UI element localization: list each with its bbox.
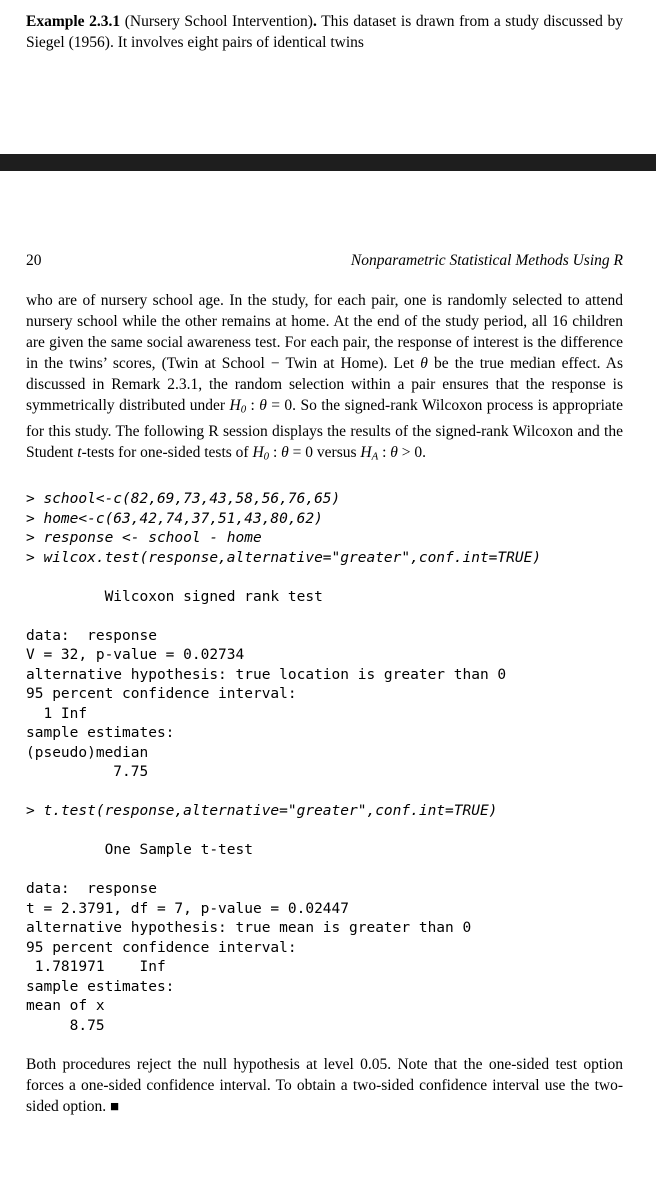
body-paragraph	[26, 290, 623, 467]
code-line: > response <- school - home	[26, 530, 262, 547]
code-line	[26, 861, 656, 881]
code-line: mean of x	[26, 998, 105, 1015]
text-run: t	[77, 443, 82, 461]
text-run: Both procedures reject the null hypothesis at level 0.05. Note that the one-sided test option forces a one-sided confidence interval. To obtain a two-sided confidence interval use the two-sided option.	[26, 1056, 623, 1116]
code-line: alternative hypothesis: true location is greater than 0	[26, 666, 507, 683]
text-run: who are of nursery school age. In the study, for each pair, one is randomly selected to attend nursery school while the other remains at home. At the end of the study period, all 16 children are given the same social awareness test. For each pair, the response of interest is the difference in the twins’ scores, (Twin at School − Twin at Home). Let	[26, 292, 623, 372]
text-run: :	[378, 443, 391, 461]
code-line	[26, 822, 656, 842]
code-line: One Sample t-test	[26, 842, 253, 859]
closing-paragraph	[26, 1054, 623, 1118]
code-line: > wilcox.test(response,alternative="greater",conf.int=TRUE)	[26, 549, 542, 566]
text-run: This dataset is drawn from a study discussed by Siegel (1956). It involves eight pairs of identical twins	[26, 13, 623, 51]
page-number: 20	[26, 252, 42, 269]
code-line: > school<-c(82,69,73,43,58,56,76,65)	[26, 491, 341, 508]
text-run: 0	[240, 403, 247, 416]
text-run: = 0. So the signed-rank Wilcoxon process is appropriate for this study. The following R session displays the results of the signed-rank Wilcoxon and the Student	[26, 397, 623, 461]
code-line: 1 Inf	[26, 705, 88, 722]
code-line: > home<-c(63,42,74,37,51,43,80,62)	[26, 510, 323, 527]
code-line: Wilcoxon signed rank test	[26, 588, 323, 605]
book-page	[0, 11, 656, 1190]
text-run: -tests for one-sided tests of	[81, 443, 253, 461]
text-run: H	[229, 397, 241, 414]
code-line	[26, 607, 656, 627]
code-line: data: response	[26, 881, 157, 898]
text-run: :	[246, 397, 260, 414]
text-run: be the true median effect. As discussed in Remark 2.3.1, the random selection within a pair ensures that the response is symmetrically distributed under	[26, 355, 623, 414]
text-run: θ	[390, 443, 398, 461]
code-line: (pseudo)median	[26, 744, 149, 761]
text-run: H	[252, 443, 264, 461]
code-line: sample estimates:	[26, 725, 175, 742]
text-run: H	[360, 443, 372, 461]
text-run: θ	[281, 443, 289, 461]
code-line: t = 2.3791, df = 7, p-value = 0.02447	[26, 900, 350, 917]
text-run: = 0 versus	[288, 443, 361, 461]
code-line	[26, 783, 656, 803]
text-run: > 0.	[397, 443, 427, 461]
code-line: 8.75	[26, 1017, 105, 1034]
code-line: V = 32, p-value = 0.02734	[26, 647, 245, 664]
text-run: (Nursery School Intervention)	[120, 13, 313, 30]
r-session-code-block	[26, 490, 656, 1036]
code-line: data: response	[26, 627, 157, 644]
text-run: 0	[263, 450, 270, 463]
text-run: θ	[420, 355, 428, 372]
text-run: .	[312, 13, 317, 30]
text-run: :	[269, 443, 282, 461]
code-line: 95 percent confidence interval:	[26, 939, 297, 956]
code-line: 7.75	[26, 764, 149, 781]
code-line: > t.test(response,alternative="greater",conf.int=TRUE)	[26, 803, 498, 820]
text-run: θ	[259, 397, 267, 414]
intro-paragraph	[26, 11, 623, 53]
code-line: alternative hypothesis: true mean is greater than 0	[26, 920, 472, 937]
running-title: Nonparametric Statistical Methods Using R	[350, 252, 623, 269]
code-line	[26, 568, 656, 588]
page-header	[26, 250, 623, 271]
text-run: A	[371, 450, 379, 463]
code-line: 1.781971 Inf	[26, 959, 166, 976]
page-break-bar	[0, 154, 656, 171]
text-run: Example 2.3.1	[26, 13, 121, 30]
code-line: 95 percent confidence interval:	[26, 686, 297, 703]
code-line: sample estimates:	[26, 978, 175, 995]
text-run: ■	[109, 1099, 120, 1116]
